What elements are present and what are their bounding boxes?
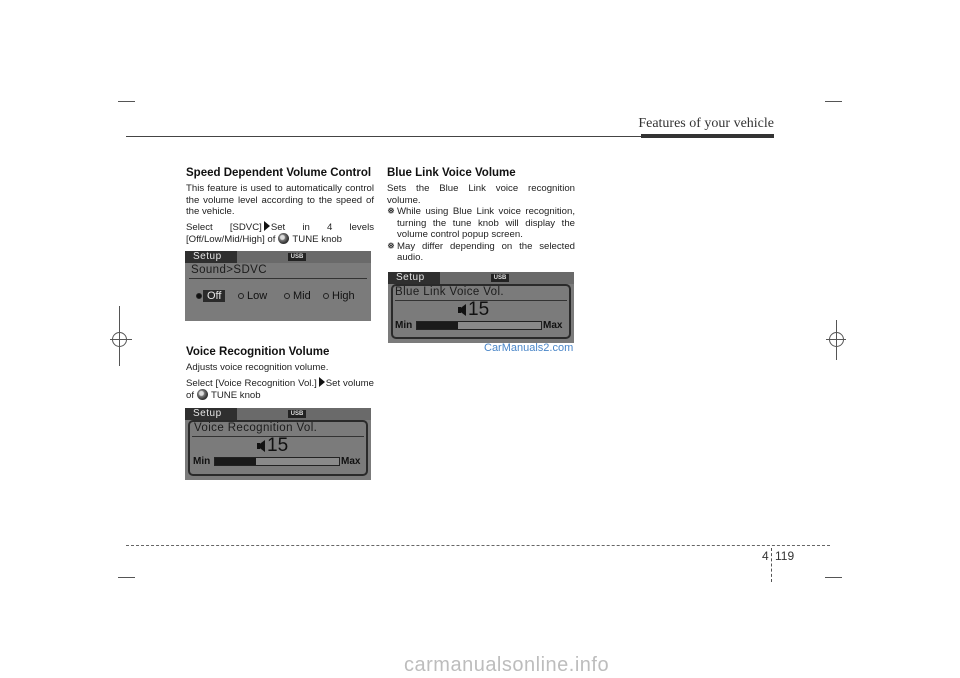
voice-min-label: Min: [193, 456, 211, 467]
sdvc-option-low: Low: [247, 290, 268, 302]
screen-title-rule: [189, 278, 367, 279]
sdvc-option-mid: Mid: [293, 290, 311, 302]
section-header-title: Features of your vehicle: [638, 116, 774, 131]
crop-mark-top-right: [825, 101, 842, 102]
bullet-mark-icon: ❅: [387, 240, 396, 252]
bluelink-bullet: [387, 241, 575, 264]
usb-icon: USB: [491, 274, 509, 282]
sdvc-screen: [185, 251, 371, 321]
voice-instr-part3: TUNE knob: [211, 390, 261, 401]
tune-knob-icon: [197, 389, 208, 400]
crop-mark-top-left: [118, 101, 135, 102]
voice-volume-value: 15: [267, 435, 289, 456]
voice-section: [186, 346, 374, 402]
bluelink-volume-fill: [417, 322, 458, 329]
registration-circle-right: [829, 332, 844, 347]
crop-mark-bottom-left: [118, 577, 135, 578]
sdvc-option-off: Off: [203, 290, 225, 302]
voice-screen-title: Voice Recognition Vol.: [194, 422, 318, 434]
usb-icon: USB: [288, 253, 306, 261]
sdvc-section: [186, 167, 374, 246]
bluelink-bullet: [387, 206, 575, 241]
registration-circle-left: [112, 332, 127, 347]
voice-instr-part2: Set volume of: [186, 377, 374, 401]
setup-tab: Setup: [185, 408, 237, 420]
sdvc-heading: Speed Dependent Volume Control: [186, 167, 372, 179]
voice-body: Adjusts voice recognition volume.: [186, 362, 329, 373]
sdvc-instruction: [186, 221, 374, 246]
bluelink-volume-value: 15: [468, 299, 490, 320]
usb-icon: USB: [288, 410, 306, 418]
voice-volume-bar: [214, 457, 340, 466]
page-number: 119: [775, 549, 795, 563]
voice-instruction: [186, 377, 374, 402]
bluelink-min-label: Min: [395, 320, 413, 331]
option-dot-low: [238, 293, 244, 299]
voice-instr-part1: Select [Voice Recognition Vol.]: [186, 377, 317, 389]
chapter-number: 4: [762, 549, 769, 563]
voice-screen: [185, 408, 371, 480]
crop-mark-bottom-right: [825, 577, 842, 578]
sdvc-instr-part2: Set in 4 levels [Off/Low/Mid/High] of: [186, 221, 374, 245]
page-number-separator: [771, 548, 773, 582]
bluelink-volume-bar: [416, 321, 542, 330]
option-dot-off: [196, 293, 202, 299]
speaker-icon: [458, 304, 466, 316]
bluelink-max-label: Max: [543, 320, 563, 331]
arrow-right-icon: [264, 221, 270, 231]
footer-watermark: carmanualsonline.info: [404, 654, 610, 676]
voice-heading: Voice Recognition Volume: [186, 346, 330, 358]
setup-tab: Setup: [185, 251, 237, 263]
setup-tab: Setup: [388, 272, 440, 284]
watermark-link[interactable]: CarManuals2.com: [484, 342, 574, 354]
sdvc-option-high: High: [332, 290, 355, 302]
sdvc-body: This feature is used to automatically control the volume level according to the speed of the vehicle.: [186, 183, 374, 217]
speaker-icon: [257, 440, 265, 452]
sdvc-screen-title: Sound>SDVC: [191, 264, 267, 276]
bluelink-body: Sets the Blue Link voice recognition volume.: [387, 183, 575, 206]
option-dot-mid: [284, 293, 290, 299]
bluelink-bullet-text: While using Blue Link voice recognition, turning the tune knob will display the volume control popup screen.: [397, 206, 575, 240]
bullet-mark-icon: ❅: [387, 206, 396, 217]
sdvc-instr-part3: TUNE knob: [292, 234, 342, 245]
arrow-right-icon: [319, 377, 325, 387]
tune-knob-icon: [278, 233, 289, 244]
bluelink-screen: [388, 272, 574, 343]
bluelink-bullet-text: May differ depending on the selected audio.: [397, 240, 575, 263]
bluelink-heading: Blue Link Voice Volume: [387, 167, 516, 179]
option-dot-high: [323, 293, 329, 299]
voice-max-label: Max: [341, 456, 361, 467]
voice-volume-fill: [215, 458, 256, 465]
bluelink-screen-title: Blue Link Voice Vol.: [395, 286, 505, 298]
footer-dashed-rule: [126, 545, 830, 546]
header-rule-accent: [641, 134, 774, 138]
bluelink-section: [387, 167, 575, 264]
sdvc-instr-part1: Select [SDVC]: [186, 221, 262, 233]
